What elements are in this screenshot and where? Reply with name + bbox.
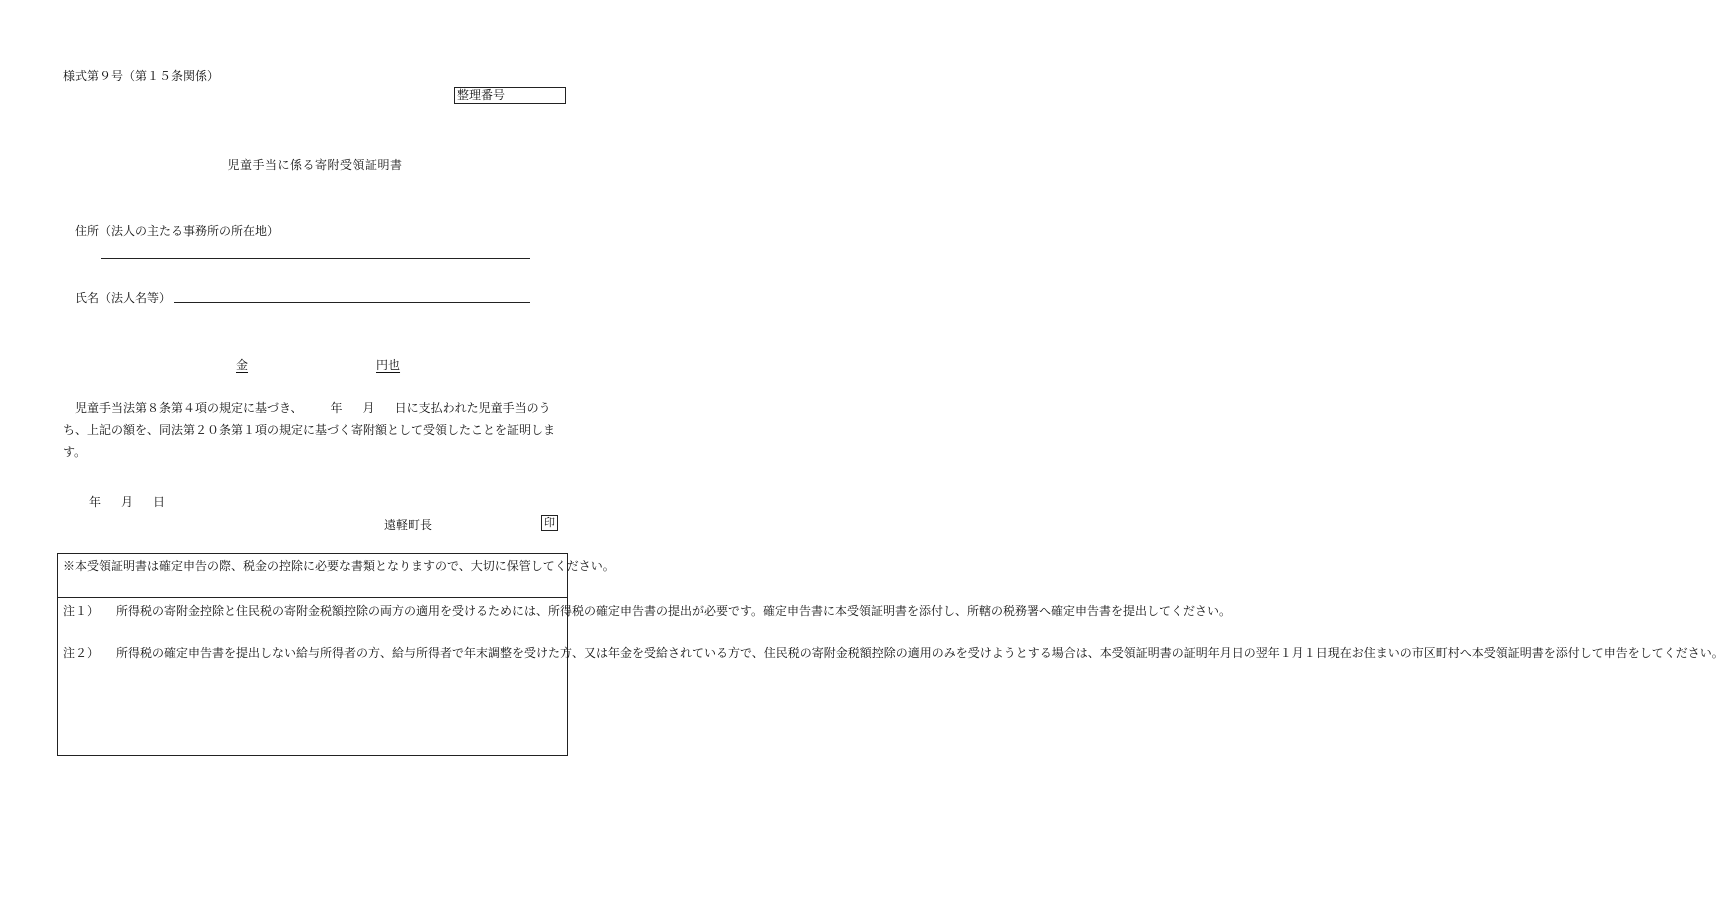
certification-year: 年 (330, 401, 343, 415)
notice-header: ※本受領証明書は確定申告の際、税金の控除に必要な書類となりますので、大切に保管してください。 (58, 554, 567, 598)
date-year: 年 (89, 495, 102, 509)
note-text: 所得税の寄附金控除と住民税の寄附金税額控除の両方の適用を受けるためには、所得税の確定申告書の提出が必要です。確定申告書に本受領証明書を添付し、所轄の税務署へ確定申告書を提出してください。 (116, 604, 1232, 618)
amount-line (236, 356, 400, 373)
address-field[interactable] (101, 258, 530, 259)
name-field[interactable] (174, 302, 530, 303)
issuer-name: 遠軽町長 (384, 518, 433, 532)
form-number: 様式第９号（第１５条関係） (63, 69, 220, 83)
document-title: 児童手当に係る寄附受領証明書 (227, 158, 403, 172)
amount-suffix: 円也 (376, 358, 401, 372)
certification-month: 月 (362, 401, 375, 415)
date-month: 月 (121, 495, 134, 509)
amount-prefix: 金 (236, 358, 249, 372)
issue-date (89, 493, 165, 510)
certification-part2: 日に支払われた児童手当のうち、上記の額を、同法第２０条第１項の規定に基づく寄附額として受領したことを証明します。 (63, 401, 556, 459)
note-label: 注１） (63, 604, 100, 618)
note-label: 注２） (63, 646, 100, 660)
reference-number-box[interactable] (454, 87, 566, 104)
name-label: 氏名（法人名等） (75, 291, 172, 305)
note-text: 所得税の確定申告書を提出しない給与所得者の方、給与所得者で年末調整を受けた方、又は年金を受給されている方で、住民税の寄附金税額控除の適用のみを受けようとする場合は、本受領証明書の証明年月日の翌年１月１日現在お住まいの市区町村へ本受領証明書を添付して申告をしてください。 (116, 646, 1724, 660)
date-day: 日 (153, 495, 166, 509)
seal-mark: 印 (541, 515, 558, 531)
address-label: 住所（法人の主たる事務所の所在地） (75, 224, 280, 238)
certification-text (63, 397, 573, 463)
reference-number-label: 整理番号 (457, 88, 506, 102)
notice-box (57, 553, 1724, 756)
certification-part1: 児童手当法第８条第４項の規定に基づき、 (75, 401, 303, 415)
